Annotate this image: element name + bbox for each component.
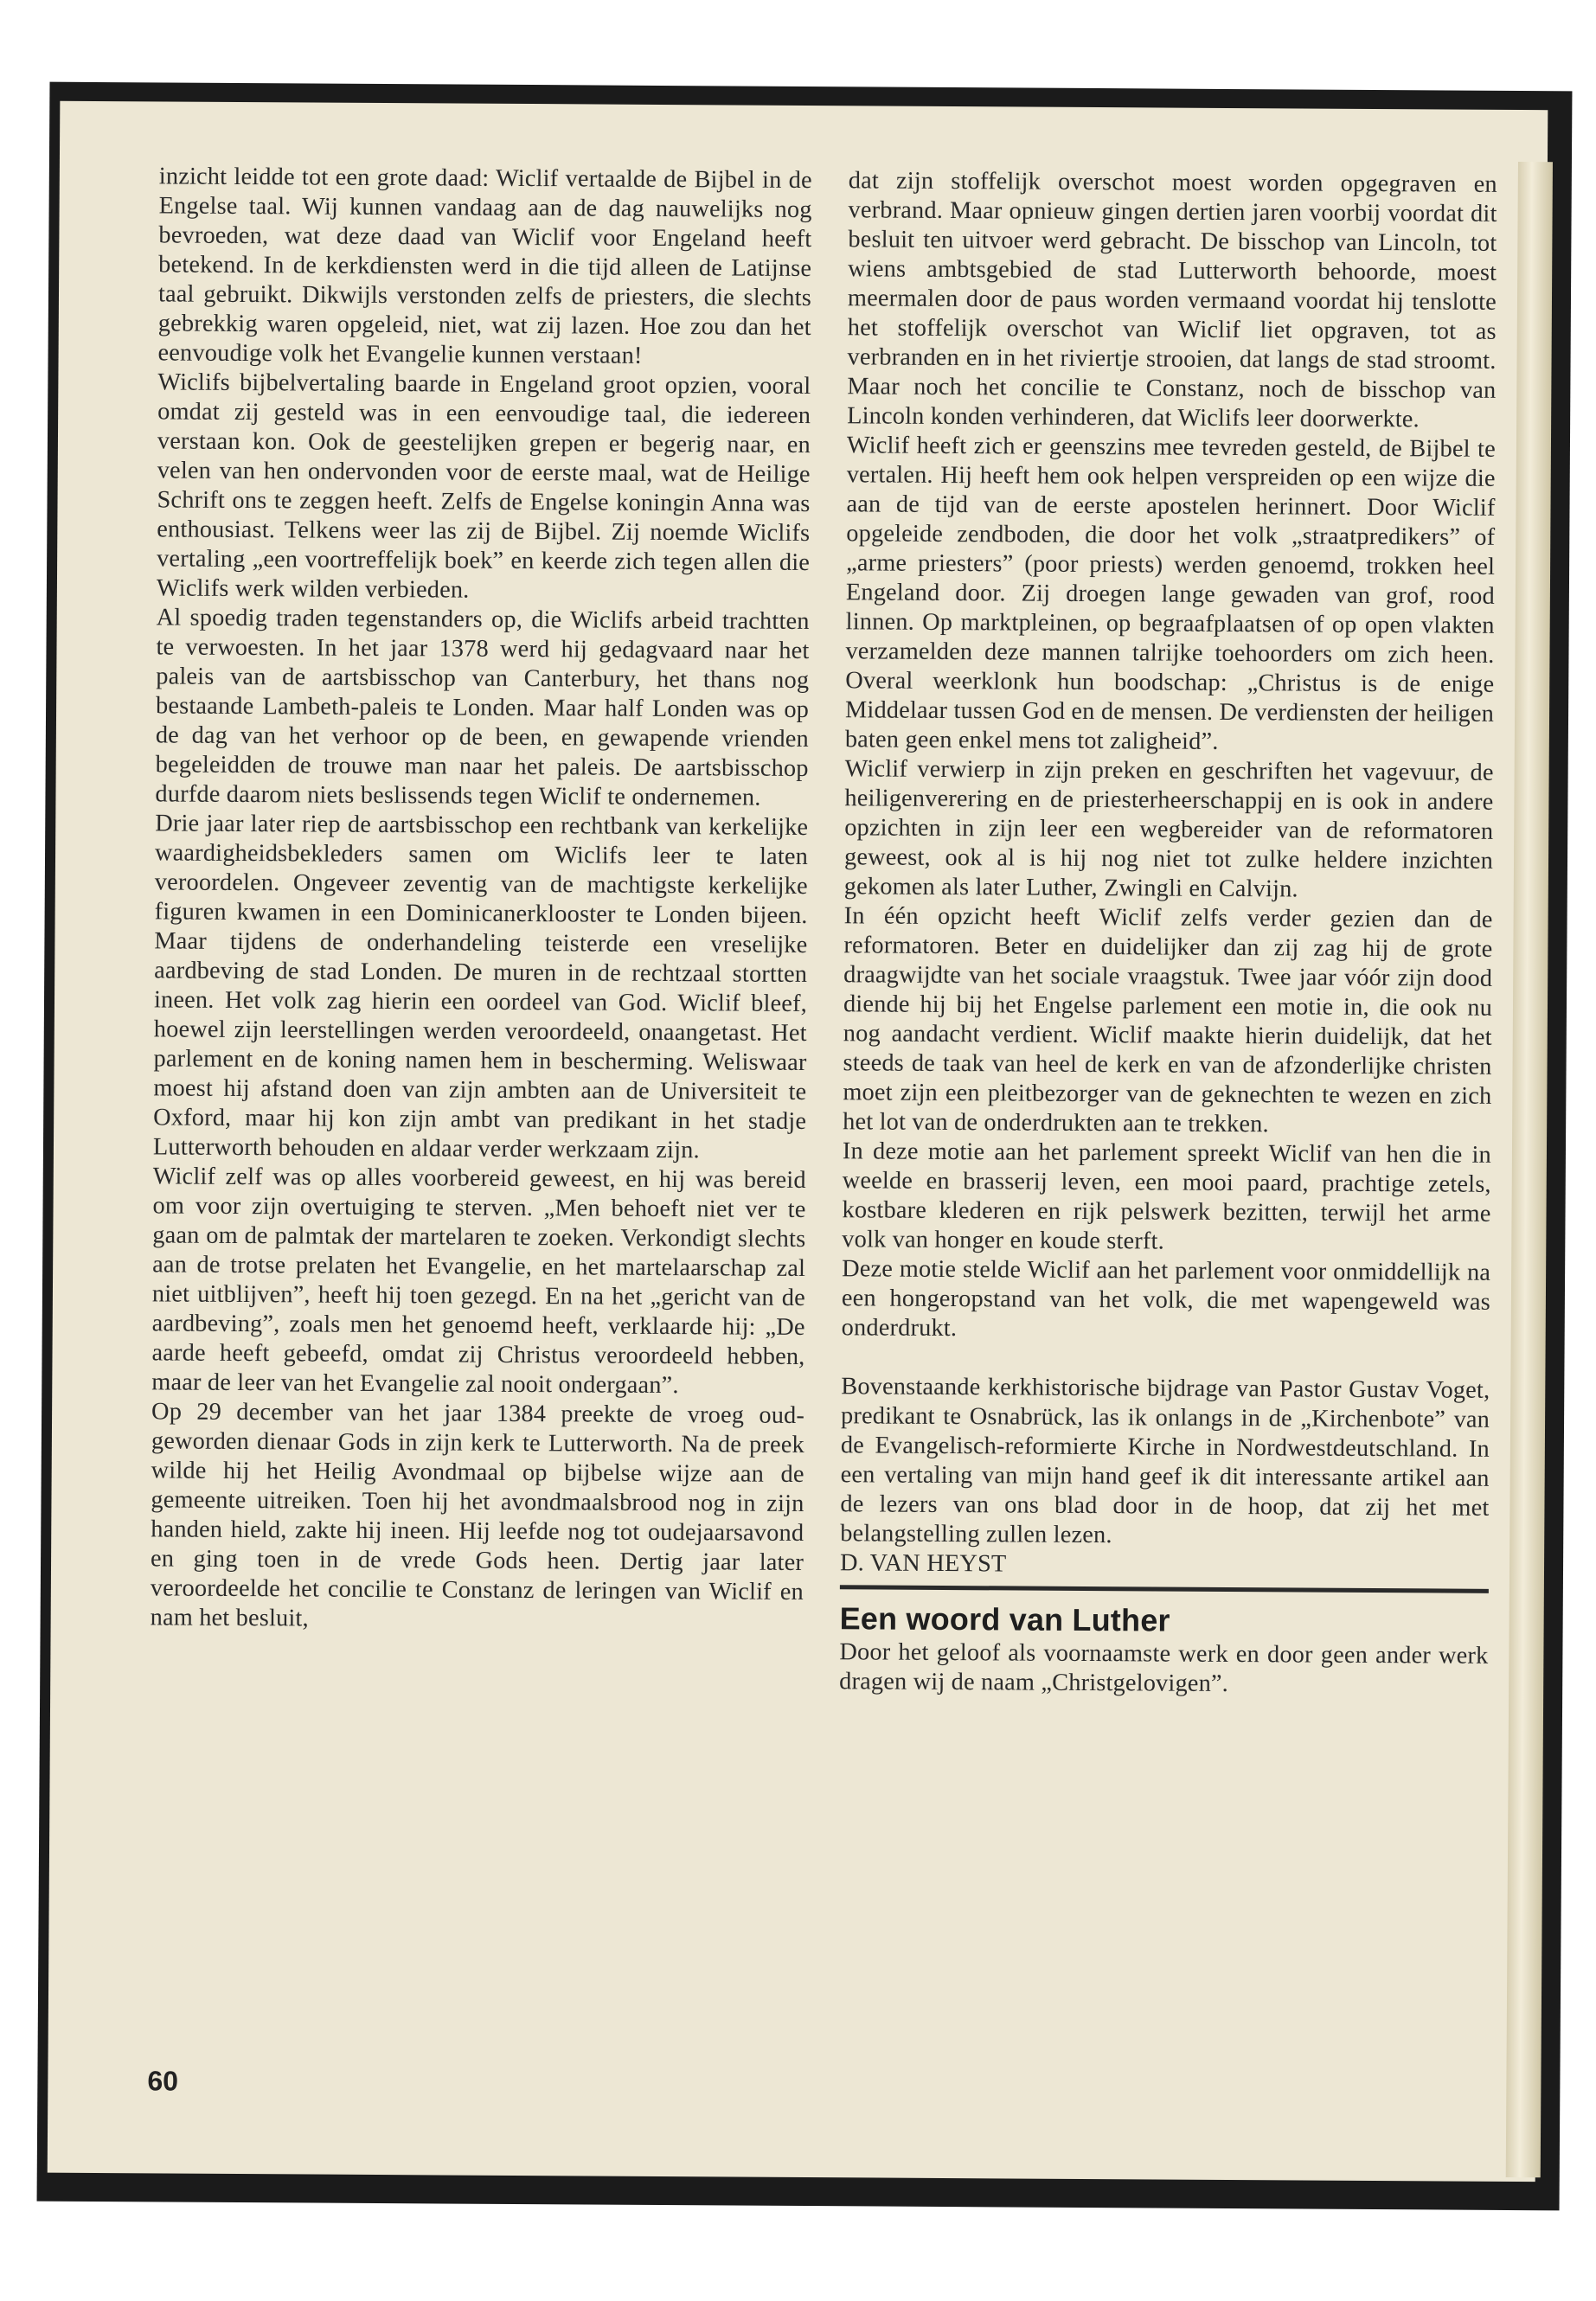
afterword: Bovenstaande kerkhistorische bijdrage van Pastor Gustav Voget, predikant te Osnabrück, las ik onlangs in de „Kirchenbote” van de Evangelisch-reformierte Kirche in Nordwestdeutschland. In een vertaling van mijn hand geef ik dit interessante artikel aan de lezers van ons blad door in de hoop, dat zij het met belangstelling zullen lezen.	[840, 1373, 1490, 1549]
page-binding-edge	[1506, 162, 1553, 2177]
section-divider	[840, 1585, 1489, 1593]
paragraph: inzicht leidde tot een grote daad: Wiclif vertaalde de Bijbel in de Engelse taal. Wij kunnen vandaag aan de dag nauwelijks nog bevroeden, wat deze daad van Wiclif voor Engeland heeft betekend. In de kerkdiensten werd in die tijd alleen de Latijnse taal gebruikt. Dikwijls verstonden zelfs de priesters, die slechts gebrekkig waren opgeleid, niet, wat zij lazen. Hoe zou dan het eenvoudige volk het Evangelie kunnen verstaan!	[157, 163, 812, 369]
paragraph: In deze motie aan het parlement spreekt Wiclif van hen die in weelde en brasserij leven, een mooi paard, prachtige zetels, kostbare klederen en rijk pelswerk bezitten, terwijl het arme volk van honger en koude sterft.	[842, 1138, 1492, 1255]
paragraph: dat zijn stoffelijk overschot moest worden opgegraven en verbrand. Maar opnieuw gingen dertien jaren voorbij voordat dit besluit ten uitvoer werd gebracht. De bisschop van Lincoln, tot wiens ambtsgebied de stad Lutterworth behoorde, moest meermalen door de paus worden vermaand voordat hij tenslotte het stoffelijk overschot van Wiclif liet opgraven, tot as verbranden en in het riviertje strooien, dat langs de stad stroomt. Maar noch het concilie te Constanz, noch de bisschop van Lincoln konden verhinderen, dat Wiclifs leer doorwerkte.	[847, 167, 1497, 433]
paragraph: Wiclif heeft zich er geenszins mee tevreden gesteld, de Bijbel te vertalen. Hij heeft hem ook helpen verspreiden op een wijze die aan de tijd van de eerste apostelen herinnert. Door Wiclif opgeleide zendboden, die door het volk „straatpredikers” of „arme priesters” (poor priests) werden genoemd, trokken heel Engeland door. Zij droegen lange gewaden van grof, rood linnen. Op marktpleinen, op begraafplaatsen of op open vlakten verzamelden deze mannen talrijke toehoorders om zich heen. Overal weerklonk hun boodschap: „Christus is de enige Middelaar tussen God en de mensen. De verdiensten der heiligen baten geen enkel mens tot zaligheid”.	[844, 432, 1497, 755]
paragraph: Wiclif verwierp in zijn preken en geschriften het vagevuur, de heiligenverering en de priesterheerschappij en is ook in andere opzichten in zijn leer een wegbereider van de reformatoren geweest, ook al is hij nog niet tot zulke heldere inzichten gekomen als later Luther, Zwingli en Calvijn.	[843, 755, 1494, 903]
scanned-page-frame	[37, 82, 1573, 2211]
paragraph: Op 29 december van het jaar 1384 preekte de vroeg oud-geworden dienaar Gods in zijn kerk te Lutterworth. Na de preek wilde hij het Heilig Avondmaal op bijbelse wijze aan de gemeente uitreiken. Toen hij het avondmaalsbrood nog in zijn handen hield, zakte hij ineen. Hij leefde nog tot oudejaarsavond en ging toen in de vrede Gods heen. Dertig jaar later veroordeelde het concilie te Constanz de leringen van Wiclif en nam het besluit,	[150, 1398, 805, 1632]
left-column	[151, 162, 812, 1637]
paragraph: Drie jaar later riep de aartsbisschop een rechtbank van kerkelijke waardigheidsbekleders samen om Wiclifs leer te laten veroordelen. Ongeveer zeventig van de machtigste kerkelijke figuren kwamen in een Dominicanerklooster te Londen bijeen. Maar tijdens de onderhandeling teisterde een vreselijke aardbeving de stad Londen. De muren in de rechtzaal stortten ineen. Het volk zag hierin een oordeel van God. Wiclif bleef, hoewel zijn leerstellingen werden veroordeeld, onaangetast. Het parlement en de koning namen hem in bescherming. Weliswaar moest hij afstand doen van zijn ambten aan de Universiteit te Oxford, maar hij kon zijn ambt van predikant in het stadje Lutterworth behouden en aldaar verder werkzaam zijn.	[152, 810, 809, 1164]
right-column	[839, 166, 1497, 1701]
author-signature: D. VAN HEYST	[839, 1549, 1007, 1578]
paragraph: Wiclif zelf was op alles voorbereid geweest, en hij was bereid om voor zijn overtuiging te sterven. „Men behoeft niet ver te gaan om de palmtak der martelaren te zoeken. Verkondigt slechts aan de trotse prelaten het Evangelie, en het martelaarschap zal niet uitblijven”, heeft hij toen gezegd. En na het „gericht van de aardbeving”, zoals men het genoemd heeft, verklaarde hij: „De aarde heeft gebeefd, omdat zij Christus veroordeeld hebben, maar de leer van het Evangelie zal nooit ondergaan”.	[151, 1163, 806, 1400]
paragraph-gap	[841, 1343, 1490, 1376]
paragraph: Wiclifs bijbelvertaling baarde in Engeland groot opzien, vooral omdat zij gesteld was in een eenvoudige taal, die iedereen verstaan kon. Ook de geestelijken grepen er begerig naar, en velen van hen ondervonden voor de eerste maal, wat de Heilige Schrift ons te zeggen heeft. Zelfs de Engelse koningin Anna was enthousiast. Telkens weer las zij de Bijbel. Zij noemde Wiclifs vertaling „een voortreffelijk boek” en keerde zich tegen allen die Wiclifs werk wilden verbieden.	[156, 369, 811, 604]
paragraph: Deze motie stelde Wiclif aan het parlement voor onmiddellijk na een hongeropstand van het volk, die met wapengeweld was onderdrukt.	[841, 1255, 1491, 1343]
paragraph: Al spoedig traden tegenstanders op, die Wiclifs arbeid trachtten te verwoesten. In het jaar 1378 werd hij gedagvaard naar het paleis van de aartsbisschop van Canterbury, het thans nog bestaande Lambeth-paleis te Londen. Maar half Londen was op de dag van het verhoor op de been, en gewapende vrienden begeleidden de trouwe man naar het paleis. De aartsbisschop durfde daarom niets beslissends tegen Wiclif te ondernemen.	[155, 604, 810, 811]
page-sheet	[48, 101, 1548, 2182]
section-text: Door het geloof als voornaamste werk en door geen ander werk dragen wij de naam „Christgelovigen”.	[839, 1638, 1489, 1698]
paragraph: In één opzicht heeft Wiclif zelfs verder gezien dan de reformatoren. Beter en duidelijker dan zij zag hij de grote draagwijdte van het sociale vraagstuk. Twee jaar vóór zijn dood diende hij bij het Engelse parlement een motie in, die ook nu nog aandacht verdient. Wiclif maakte hierin duidelijk, dat het steeds de taak van heel de kerk en van de afzonderlijke christen moet zijn een pleitbezorger van de geknechten te wezen en zich het lot van de onderdrukten aan te trekken.	[843, 902, 1493, 1138]
section-heading: Een woord van Luther	[839, 1600, 1170, 1638]
page-number: 60	[147, 2065, 179, 2097]
